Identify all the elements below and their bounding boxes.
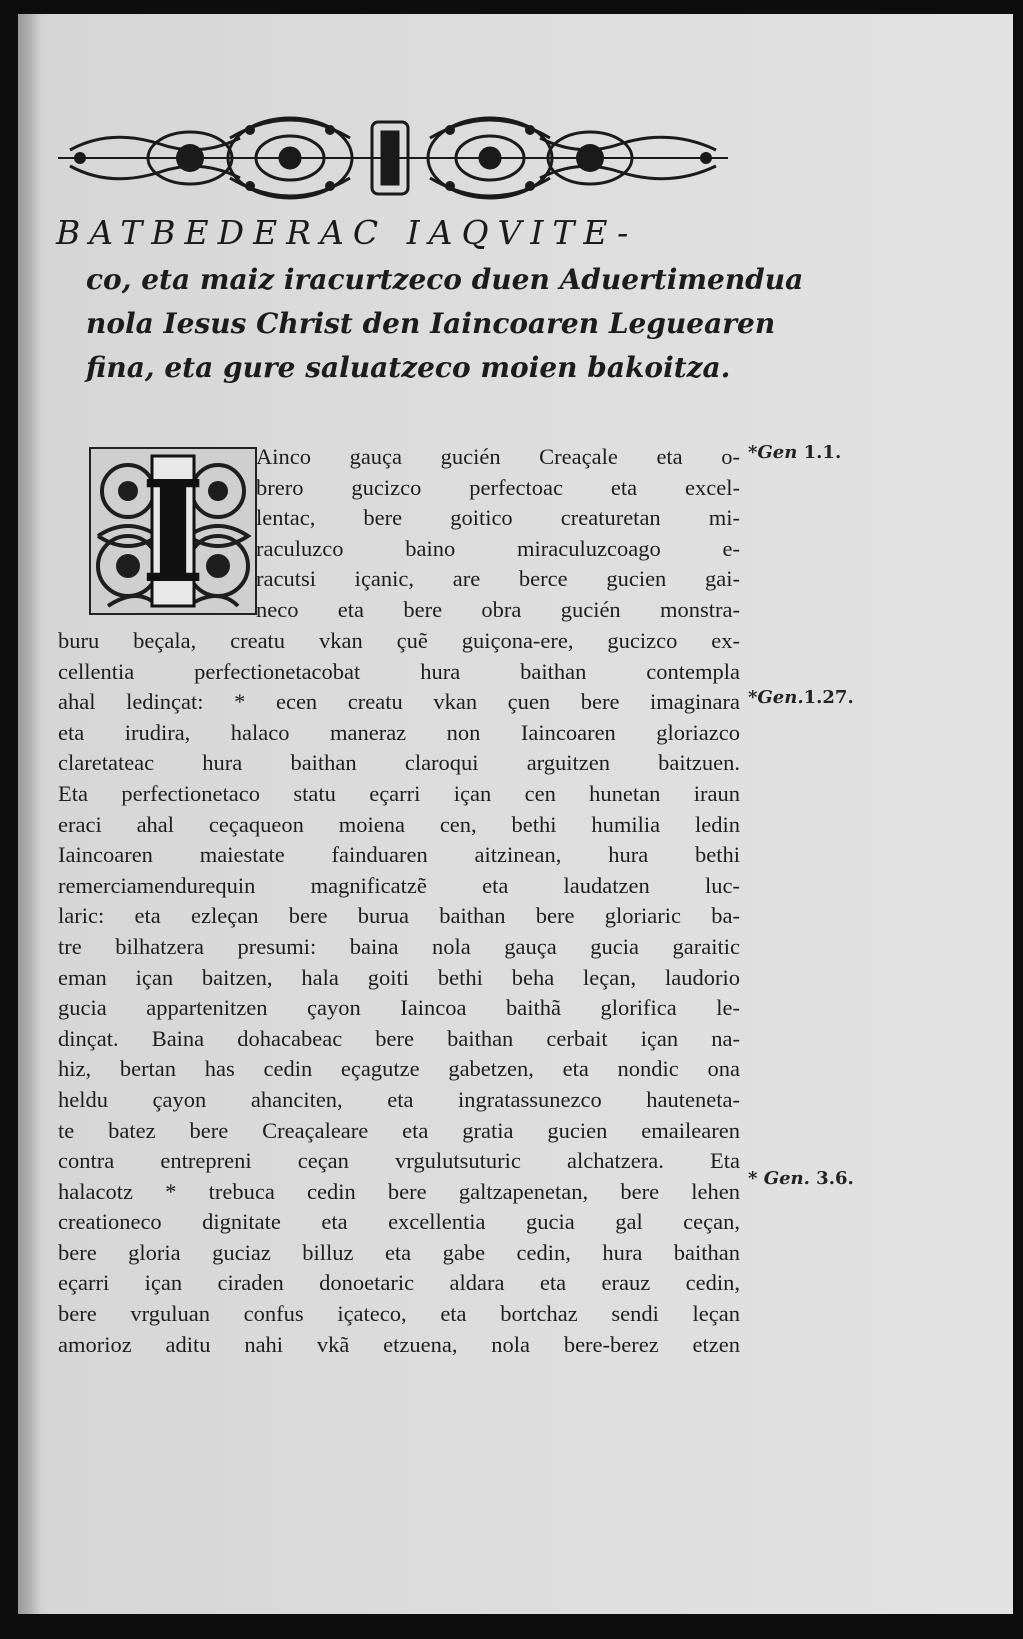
text-line: neco eta bere obra gucién monstra-	[256, 596, 740, 622]
text-line: claretateac hura baithan claroqui arguitzen baitzuen.	[58, 750, 740, 776]
text-line: eman içan baitzen, hala goiti bethi beha leçan, laudorio	[58, 964, 740, 990]
chapter-subtitle	[86, 258, 804, 390]
reference-star: *	[748, 1168, 758, 1189]
text-line: cellentia perfectionetacobat hura baithan contempla	[58, 658, 740, 684]
reference-star: *	[748, 442, 758, 463]
reference-book: Gen	[757, 442, 798, 463]
text-line: raculuzco baino miraculuzcoago e-	[256, 535, 740, 561]
text-line: creationeco dignitate eta excellentia gucia gal ceçan,	[58, 1209, 740, 1235]
reference-verse: 1.1.	[803, 442, 842, 463]
text-line: Ainco gauça gucién Creaçale eta o-	[256, 444, 740, 469]
reference-star: *	[748, 687, 758, 708]
drop-cap-letter: I	[140, 451, 206, 615]
headpiece-ornament	[50, 108, 736, 208]
page-gutter-shadow	[18, 14, 40, 1614]
reference-book: Gen.	[763, 1168, 810, 1189]
text-line: Iaincoaren maiestate fainduaren aitzinean, hura bethi	[58, 842, 740, 868]
text-line: contra entrepreni ceçan vrgulutsuturic alchatzera. Eta	[58, 1148, 740, 1174]
text-line: gucia appartenitzen çayon Iaincoa baithã glorifica le-	[58, 995, 740, 1021]
subtitle-line: fina, eta gure saluatzeco moien bakoitza.	[86, 351, 731, 384]
reference-book: Gen.	[757, 687, 804, 708]
chapter-title: BATBEDERAC IAQVITE-	[56, 213, 638, 252]
text-line: tre bilhatzera presumi: baina nola gauça gucia garaitic	[58, 933, 740, 959]
text-line: brero gucizco perfectoac eta excel-	[256, 474, 740, 500]
text-line: eçarri içan ciraden donoetaric aldara eta erauz cedin,	[58, 1270, 740, 1296]
reference-verse: 3.6.	[816, 1168, 854, 1189]
text-line: heldu çayon ahanciten, eta ingratassunezco hauteneta-	[58, 1086, 740, 1112]
text-line: te batez bere Creaçaleare eta gratia gucien emailearen	[58, 1117, 740, 1143]
margin-reference	[748, 442, 841, 463]
text-line: laric: eta ezleçan bere burua baithan bere gloriaric ba-	[58, 903, 740, 929]
text-line: racutsi içanic, are berce gucien gai-	[256, 566, 740, 592]
margin-reference	[748, 1168, 854, 1189]
reference-verse: 1.27.	[803, 687, 854, 708]
text-line: eraci ahal ceçaqueon moiena cen, bethi humilia ledin	[58, 811, 740, 837]
text-line: hiz, bertan has cedin eçagutze gabetzen, eta nondic ona	[58, 1056, 740, 1082]
subtitle-line: co, eta maiz iracurtzeco duen Aduertimendua	[86, 263, 804, 296]
text-line: lentac, bere goitico creaturetan mi-	[256, 505, 740, 531]
text-line: halacotz * trebuca cedin bere galtzapenetan, bere lehen	[58, 1178, 740, 1204]
text-line: remerciamendurequin magnificatzẽ eta laudatzen luc-	[58, 872, 740, 898]
drop-cap-ornament	[88, 446, 258, 616]
text-line: ahal ledinçat: * ecen creatu vkan çuen bere imaginara	[58, 689, 740, 715]
margin-reference	[748, 687, 854, 708]
text-line: amorioz aditu nahi vkã etzuena, nola bere-berez etzen	[58, 1331, 740, 1357]
text-line: Eta perfectionetaco statu eçarri içan cen hunetan iraun	[58, 780, 740, 806]
book-page	[18, 14, 1013, 1614]
text-line: bere gloria guciaz billuz eta gabe cedin, hura baithan	[58, 1239, 740, 1265]
text-line: buru beçala, creatu vkan çuẽ guiçona-ere, gucizco ex-	[58, 628, 740, 653]
text-line: dinçat. Baina dohacabeac bere baithan cerbait içan na-	[58, 1025, 740, 1051]
body-indented-block	[256, 442, 740, 626]
body-full-block	[58, 626, 740, 1360]
text-line: eta irudira, halaco maneraz non Iaincoaren gloriazco	[58, 719, 740, 745]
text-line: bere vrguluan confus içateco, eta bortchaz sendi leçan	[58, 1301, 740, 1327]
subtitle-line: nola Iesus Christ den Iaincoaren Leguearen	[86, 307, 776, 340]
